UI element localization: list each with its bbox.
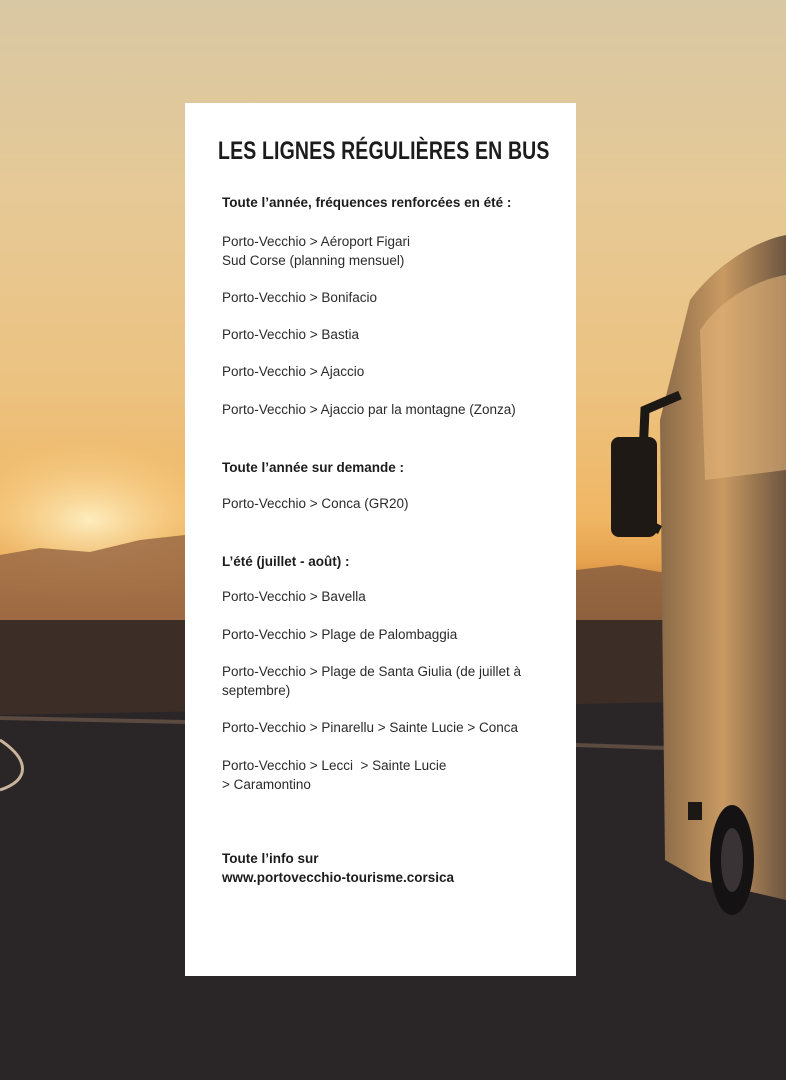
route-item: > Caramontino [222, 777, 311, 792]
route-item: Porto-Vecchio > Aéroport Figari [222, 234, 410, 249]
route-item: Porto-Vecchio > Conca (GR20) [222, 496, 409, 511]
footer-label: Toute l’info sur [222, 851, 319, 866]
section-heading-on-demand: Toute l’année sur demande : [222, 460, 405, 475]
route-item: Porto-Vecchio > Ajaccio par la montagne (Zonza) [222, 402, 516, 417]
website-link[interactable]: www.portovecchio-tourisme.corsica [222, 870, 455, 885]
info-footer [222, 849, 454, 887]
route-item: Porto-Vecchio > Bavella [222, 589, 366, 604]
bus-lines-card [185, 103, 576, 976]
route-item: Porto-Vecchio > Pinarellu > Sainte Lucie > Conca [222, 720, 519, 735]
route-item: septembre) [222, 683, 291, 698]
section-heading-year-round: Toute l’année, fréquences renforcées en été : [222, 195, 512, 210]
card-title: LES LIGNES RÉGULIÈRES EN BUS [218, 137, 550, 165]
route-item: Porto-Vecchio > Bastia [222, 327, 359, 342]
route-item: Porto-Vecchio > Lecci > Sainte Lucie [222, 758, 447, 773]
route-item: Porto-Vecchio > Plage de Palombaggia [222, 627, 458, 642]
route-item: Sud Corse (planning mensuel) [222, 253, 405, 268]
route-item: Porto-Vecchio > Plage de Santa Giulia (de juillet à [222, 664, 522, 679]
section-heading-summer: L’été (juillet - août) : [222, 554, 350, 569]
route-item: Porto-Vecchio > Ajaccio [222, 364, 365, 379]
route-item: Porto-Vecchio > Bonifacio [222, 290, 377, 305]
